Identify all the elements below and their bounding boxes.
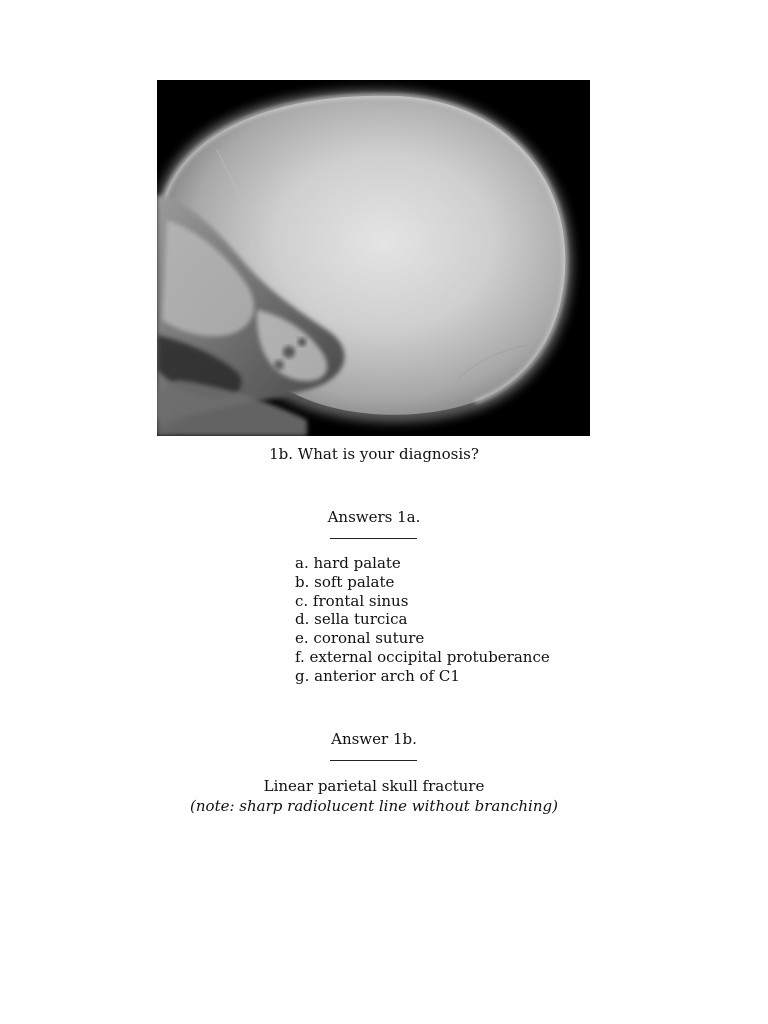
list-item: a. hard palate [295,554,401,572]
answers-1a-list [295,554,550,686]
list-item: f. external occipital protuberance [295,647,550,666]
list-item: g. anterior arch of C1 [295,666,460,685]
answers-1a-heading: Answers 1a. [327,508,421,526]
list-item: c. frontal sinus [295,591,409,610]
list-item: d. sella turcica [295,610,408,629]
question-1b: 1b. What is your diagnosis? [269,445,479,463]
diagnosis-text: Linear parietal skull fracture [263,777,485,795]
answer-1b-underline [330,760,417,761]
skull-radiograph-icon [157,80,590,436]
diagnosis-note: (note: sharp radiolucent line without branching) [190,797,558,815]
skull-xray-image [157,80,590,436]
list-item: e. coronal suture [295,629,425,648]
list-item: b. soft palate [295,572,395,591]
answer-1b-heading: Answer 1b. [331,730,417,748]
answers-1a-underline [330,538,417,539]
